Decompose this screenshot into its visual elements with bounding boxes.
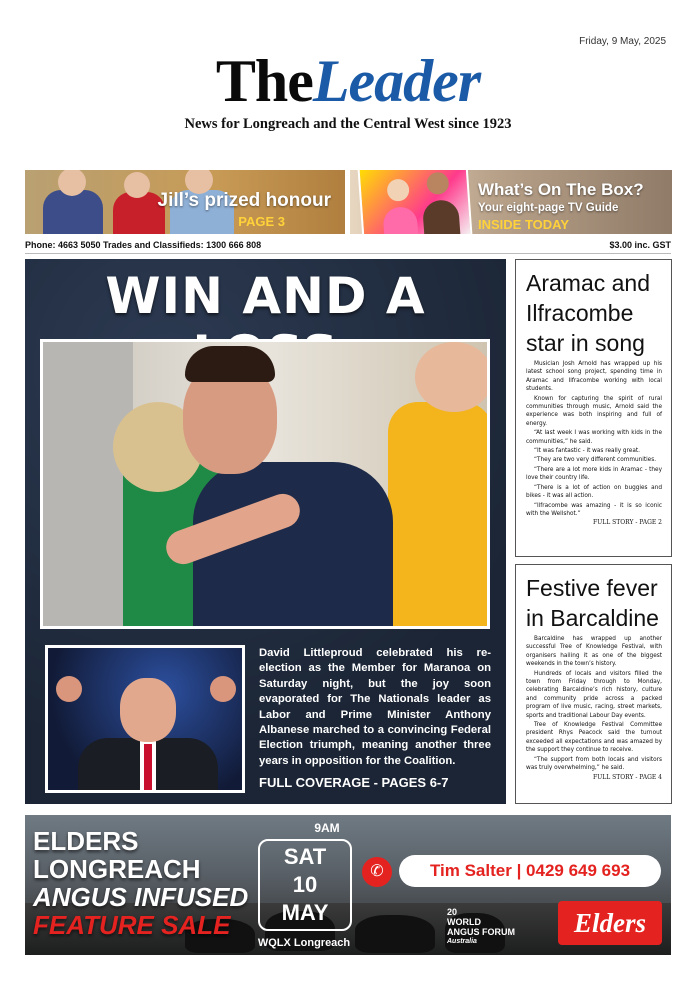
- paragraph: “There are a lot more kids in Aramac - they love their country life.: [526, 464, 662, 482]
- side-story-barcaldine[interactable]: [515, 564, 672, 804]
- ad-line: LONGREACH: [33, 854, 201, 884]
- photo-tie: [144, 744, 152, 793]
- masthead-title: [0, 50, 696, 112]
- side-story-headline: Festive fever in Barcaldine: [526, 575, 659, 631]
- masthead-leader: Leader: [312, 48, 481, 114]
- promo-page: PAGE 3: [238, 214, 285, 229]
- masthead: [0, 50, 696, 133]
- ad-line: ANGUS INFUSED: [33, 882, 249, 912]
- paragraph: Barcaldine has wrapped up another successful Tree of Knowledge Festival, with organisers hailing it as one of the biggest weekends in the town’s history.: [526, 634, 662, 668]
- elders-sale-advertisement[interactable]: [25, 815, 671, 955]
- full-story-link[interactable]: FULL STORY - PAGE 4: [593, 773, 662, 781]
- paragraph: “At last week I was working with kids in the communities,” he said.: [526, 428, 662, 445]
- photo-person: [422, 199, 461, 234]
- paragraph: “It was fantastic - it was really great.: [534, 446, 640, 455]
- tv-guide-inside: INSIDE TODAY: [478, 217, 570, 232]
- paragraph: Musician Josh Arnold has wrapped up his latest school song project, spending time in Aramac and Ilfracombe working with local students.: [526, 359, 662, 393]
- promo-tv-guide[interactable]: [350, 170, 672, 234]
- ad-sale-time: 9AM: [314, 821, 340, 835]
- wagf-year: 20: [447, 907, 458, 917]
- side-story-body: [526, 359, 662, 517]
- photo-person-hair: [185, 346, 275, 382]
- paragraph: “Ilfracombe was amazing - it is so iconic with the Wellshot.”: [526, 500, 662, 517]
- side-story-aramac[interactable]: [515, 259, 672, 557]
- photo-person-head: [386, 178, 409, 201]
- inset-photo-albanese: [45, 645, 245, 793]
- photo-person-head: [415, 342, 490, 412]
- photo-person-face: [120, 678, 176, 742]
- paragraph: Hundreds of locals and visitors filled the town from Friday through to Monday, celebrating Barcaldine’s rich history, culture and community pride across a packed program of live music, racing, street markets, sports and traditional Labour Day events.: [526, 668, 662, 719]
- photo-fist: [56, 676, 82, 702]
- photo-fist: [210, 676, 236, 702]
- paragraph: “The support from both locals and visitors was truly overwhelming,” he said.: [526, 754, 662, 772]
- full-story-link[interactable]: FULL STORY - PAGE 2: [593, 519, 662, 527]
- paragraph: Known for capturing the spirit of rural communities through music, Arnold said the experience was both inspiring and full of energy.: [526, 393, 662, 427]
- masthead-the: The: [215, 48, 313, 114]
- lead-story[interactable]: [25, 259, 506, 804]
- photo-person: [43, 190, 103, 234]
- lead-headline: WIN AND A: [105, 267, 426, 325]
- photo-person-head: [124, 172, 150, 198]
- ad-date-day: SAT: [283, 844, 327, 869]
- photo-person-head: [426, 172, 449, 195]
- ad-date-month: MAY: [281, 900, 329, 925]
- tv-guide-subtitle: Your eight-page TV Guide: [478, 202, 619, 214]
- phone-icon: ✆: [362, 857, 392, 887]
- promo-jill[interactable]: [25, 170, 345, 234]
- side-story-headline: Aramac and Ilfracombe star in song: [526, 270, 651, 356]
- ad-sale-title: [33, 827, 248, 939]
- cattle-image: [355, 915, 435, 953]
- side-story-body: [526, 634, 662, 772]
- photo-person: [382, 206, 418, 234]
- world-angus-forum-logo: [447, 907, 557, 947]
- paragraph: “They are two very different communities.: [534, 455, 657, 464]
- photo-person-yellow-shirt: [388, 402, 490, 629]
- ad-date-number: 10: [292, 872, 318, 897]
- lead-body: David Littleproud celebrated his re-election as the Member for Maranoa on Saturday night, but the joy soon evaporated for The Nationals leader as Labor and Prime Minister Anthony Albanese marched to a convincing Federal Election triumph, meaning another three years in opposition for the Coalition.: [259, 647, 491, 767]
- ad-line-feature-sale: FEATURE SALE: [33, 910, 231, 940]
- wagf-name: WORLD ANGUS FORUM: [447, 917, 515, 937]
- tv-guide-title: What’s On The Box?: [478, 180, 644, 199]
- paragraph: Tree of Knowledge Festival Committee president Rhys Peacock said the turnout exceeded all expectations and was amazed by the support they continue to receive.: [526, 720, 662, 754]
- issue-date: Friday, 9 May, 2025: [579, 36, 666, 47]
- tv-guide-cover-image: [357, 170, 472, 234]
- ad-venue: WQLX Longreach: [257, 937, 351, 949]
- full-coverage-link[interactable]: FULL COVERAGE - PAGES 6-7: [259, 775, 449, 790]
- promo-headline: Jill’s prized honour: [157, 190, 331, 211]
- lead-photo: [40, 339, 490, 629]
- ad-contact[interactable]: Tim Salter | 0429 649 693: [399, 855, 661, 887]
- ad-line: ELDERS: [33, 826, 139, 856]
- contact-price-bar: [25, 240, 671, 254]
- contact-phones: Phone: 4663 5050 Trades and Classifieds: 1300 666 808: [25, 240, 262, 250]
- cover-price: $3.00 inc. GST: [609, 240, 671, 250]
- photo-background: [43, 342, 133, 629]
- paragraph: “There is a lot of action on buggies and bikes - it was all action.: [526, 482, 662, 500]
- elders-logo: Elders: [558, 901, 662, 945]
- masthead-tagline: News for Longreach and the Central West since 1923: [184, 116, 512, 132]
- ad-sale-date: [258, 839, 352, 931]
- wagf-country: Australia: [447, 938, 477, 945]
